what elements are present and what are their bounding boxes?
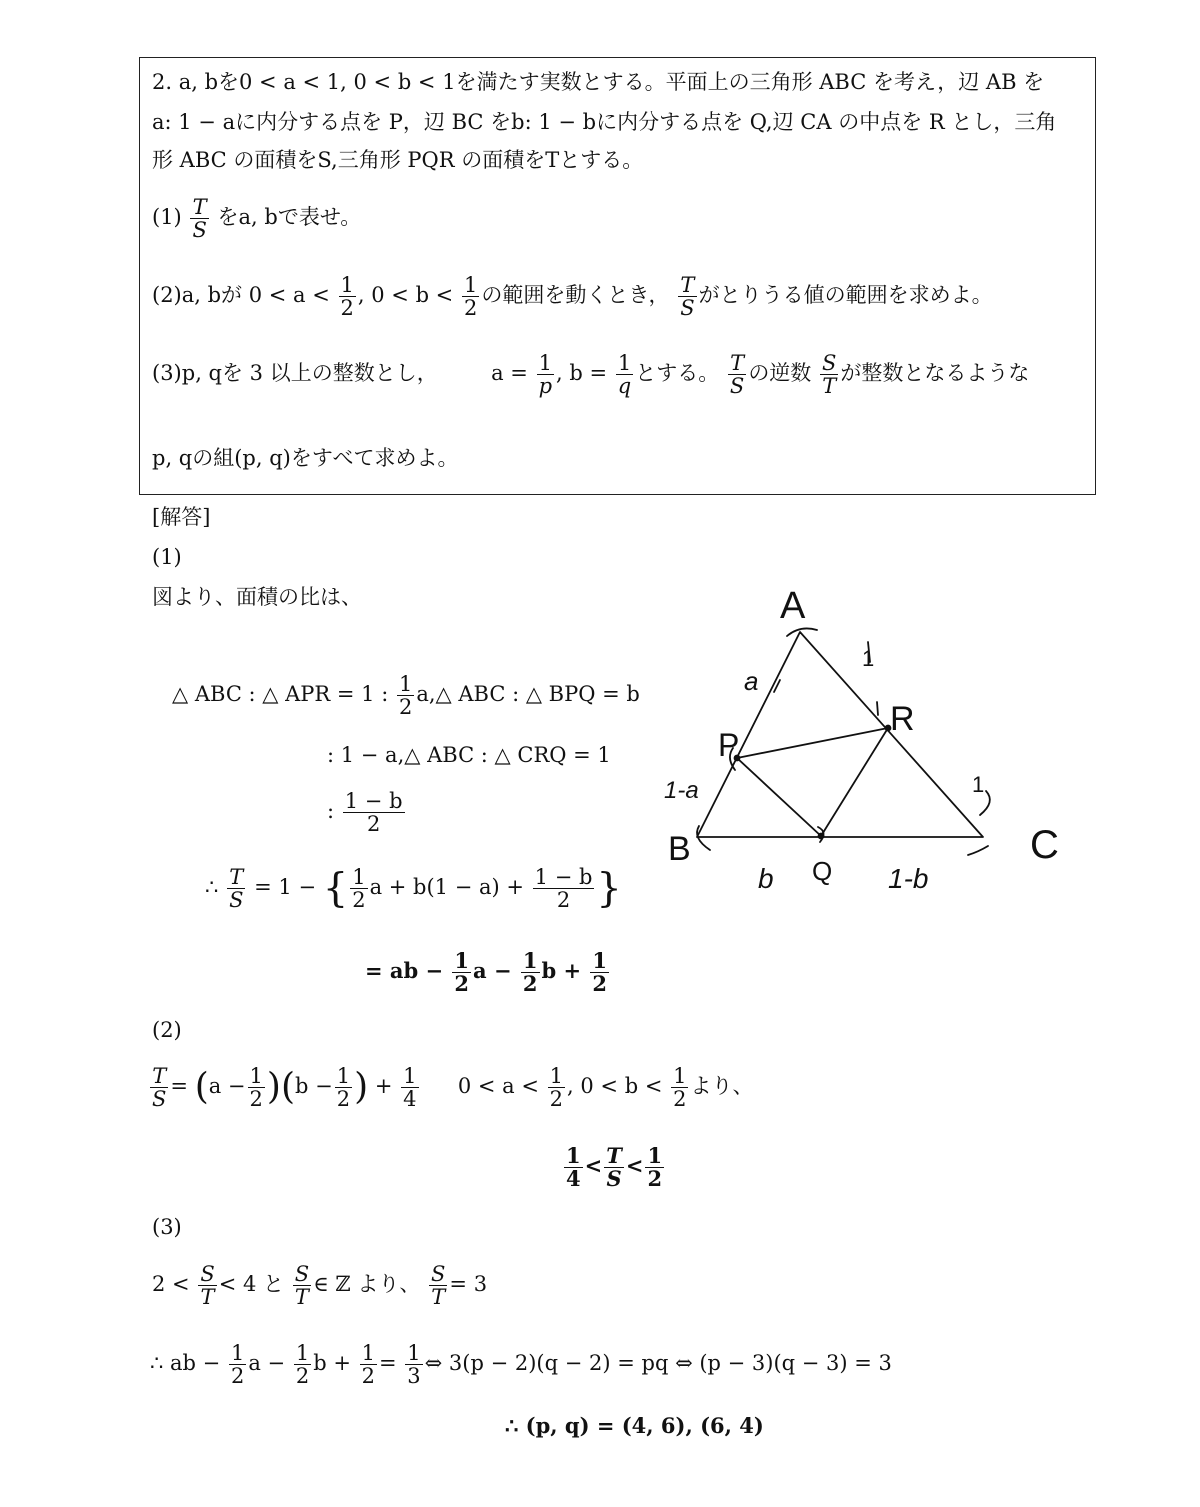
triangle-figure — [640, 570, 1080, 910]
part2-label: (2) — [152, 1018, 182, 1042]
label-c: C — [1030, 823, 1059, 867]
label-seg-1-b: 1-b — [888, 863, 929, 894]
problem-line-3: 形 ABC の面積をS,三角形 PQR の面積をTとする。 — [152, 148, 644, 172]
question-2: (2)a, bが 0 < a < $\frac{1}{2}$ , 0 < b < $\frac{1}{2}$ の範囲を動くとき， $\frac{T}{S}$ がとりうる値の範囲を求めよ。 — [152, 273, 993, 320]
equation-1: ∴ $\frac{T}{S}$ = 1 − { $\frac{1}{2}$ a + b(1 − a) + $\frac{1 - b}{2}$ } — [205, 865, 622, 912]
label-seg-r-1: 1 — [972, 772, 985, 797]
label-p: P — [718, 727, 740, 763]
part1-intro: 図より、面積の比は、 — [152, 585, 362, 609]
label-seg-1-a: 1-a — [664, 777, 699, 804]
part3-equation: ∴ ab − $\frac{1}{2}$ a − $\frac{1}{2}$ b + $\frac{1}{2}$ = $\frac{1}{3}$ ⇔ 3(p − 2)(q − 2) = pq ⇔ (p − 3)(q − 3) = 3 — [150, 1341, 892, 1388]
fraction-t-over-s: $\frac{T}{S}$ — [192, 195, 207, 242]
ratio-line-2: : 1 − a,△ ABC : △ CRQ = 1 — [327, 743, 611, 767]
triangle-pqr — [737, 728, 888, 836]
question-1: (1) $\frac{T}{S}$ をa, bで表せ。 — [152, 195, 362, 242]
question-3: (3)p, qを 3 以上の整数とし， a = $\frac{1}{p}$ , b = $\frac{1}{q}$ とする。 $\frac{T}{S}$ の逆数 $\frac{S}{T}$ が整数となるような — [152, 351, 1030, 398]
label-seg-a: a — [744, 666, 759, 696]
label-b: B — [668, 830, 691, 868]
part3-condition: 2 < $\frac{S}{T}$ < 4 と $\frac{S}{T}$ ∈ ℤ より、 $\frac{S}{T}$ = 3 — [152, 1262, 488, 1309]
ratio-line-1: △ ABC : △ APR = 1 : $\frac{1}{2}$ a,△ ABC : △ BPQ = b — [172, 672, 640, 719]
result-2: $\frac{1}{4}$ < $\frac{T}{S}$ < $\frac{1}{2}$ — [566, 1143, 663, 1191]
label-seg-b: b — [758, 863, 774, 894]
problem-line-2: a: 1 − aに内分する点を P，辺 BC をb: 1 − bに内分する点を Q,辺 CA の中点を R とし，三角 — [152, 110, 1057, 134]
problem-line-1: 2. a, bを0 < a < 1, 0 < b < 1を満たす実数とする。平面上の三角形 ABC を考え，辺 AB を — [152, 70, 1045, 94]
part3-label: (3) — [152, 1215, 182, 1239]
part1-label: (1) — [152, 545, 182, 569]
label-seg-1: 1 — [862, 646, 875, 671]
part2-equation: $\frac{T}{S}$ = (a − $\frac{1}{2}$ )(b − $\frac{1}{2}$ ) + $\frac{1}{4}$ 0 < a < $\frac{1}{2}$ , 0 < b < $\frac{1}{2}$ より、 — [152, 1064, 754, 1111]
question-3-line-2: p, qの組(p, q)をすべて求めよ。 — [152, 446, 459, 470]
label-r: R — [890, 700, 915, 738]
label-q: Q — [812, 856, 833, 886]
answer-header: [解答] — [152, 505, 211, 529]
label-a: A — [780, 585, 806, 627]
result-1: = ab − $\frac{1}{2}$ a − $\frac{1}{2}$ b + $\frac{1}{2}$ — [365, 948, 608, 996]
final-answer: ∴ (p, q) = (4, 6), (6, 4) — [505, 1413, 764, 1438]
ratio-line-3: : $\frac{1 - b}{2}$ — [327, 789, 403, 836]
